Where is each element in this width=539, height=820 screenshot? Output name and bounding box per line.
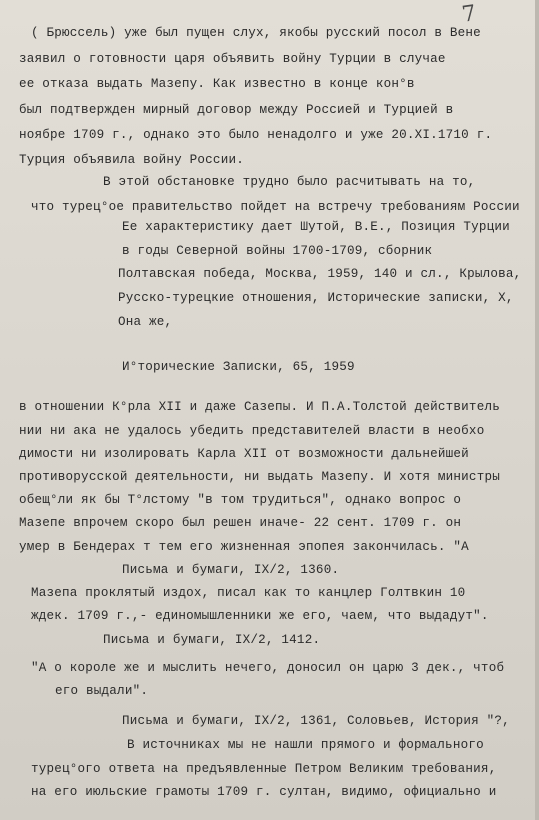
footnote-line: в годы Северной войны 1700-1709, сборник <box>122 244 433 258</box>
text-line: заявил о готовности царя объявить войну Турции в случае <box>19 52 446 66</box>
text-line: В источниках мы не нашли прямого и формального <box>127 738 484 752</box>
text-line: противорусской деятельности, ни выдать Мазепу. И хотя министры <box>19 470 500 484</box>
footnote-line: Русско-турецкие отношения, Исторические записки, Х, <box>118 291 514 305</box>
footnote-line: Письма и бумаги, IX/2, 1412. <box>103 633 321 647</box>
text-line: что турец°ое правительство пойдет на встречу требованиям России <box>31 200 520 214</box>
page-number: 7 <box>460 1 478 28</box>
page-edge <box>535 0 539 820</box>
text-line: "А о короле же и мыслить нечего, доносил он царю 3 дек., чтоб <box>31 661 505 675</box>
text-line: Мазепа проклятый издох, писал как то канцлер Голтвкин 10 <box>31 586 466 600</box>
text-line: умер в Бендерах т тем его жизненная эпопея закончилась. "А <box>19 540 469 554</box>
footnote-line: И°торические Записки, 65, 1959 <box>122 360 355 374</box>
text-line: ноябре 1709 г., однако это было ненадолго и уже 20.XI.1710 г. <box>19 128 493 142</box>
footnote-line: Ее характеристику дает Шутой, В.Е., Позиция Турции <box>122 220 510 234</box>
text-line: в отношении К°рла XII и даже Сазепы. И П.А.Толстой действитель <box>19 400 500 414</box>
footnote-line: Письма и бумаги, IX/2, 1361, Соловьев, История "?, <box>122 714 510 728</box>
footnote-line: Письма и бумаги, IX/2, 1360. <box>122 563 340 577</box>
text-line: его выдали". <box>55 684 149 698</box>
text-line: Турция объявила войну России. <box>19 153 244 167</box>
text-line: был подтвержден мирный договор между Россией и Турцией в <box>19 103 454 117</box>
text-line: Мазепе впрочем скоро был решен иначе- 22 сент. 1709 г. он <box>19 516 462 530</box>
text-line: турец°ого ответа на предъявленные Петром Великим требования, <box>31 762 497 776</box>
text-line: ( Брюссель) уже был пущен слух, якобы русский посол в Вене <box>31 26 481 40</box>
footnote-line: Она же, <box>118 315 173 329</box>
text-line: димости ни изолировать Карла XII от возможности дальнейшей <box>19 447 469 461</box>
text-line: ее отказа выдать Мазепу. Как известно в конце кон°в <box>19 77 415 91</box>
footnote-line: Полтавская победа, Москва, 1959, 140 и сл., Крылова, <box>118 267 522 281</box>
text-line: обещ°ли як бы Т°лстому "в том трудиться", однако вопрос о <box>19 493 462 507</box>
text-line: нии ни ака не удалось убедить представителей власти в необхо <box>19 424 485 438</box>
text-line: ждек. 1709 г.,- единомышленники же его, чаем, что выдадут". <box>31 609 489 623</box>
text-line: на его июльские грамоты 1709 г. султан, видимо, официально и <box>31 785 497 799</box>
text-line: В этой обстановке трудно было расчитывать на то, <box>103 175 476 189</box>
